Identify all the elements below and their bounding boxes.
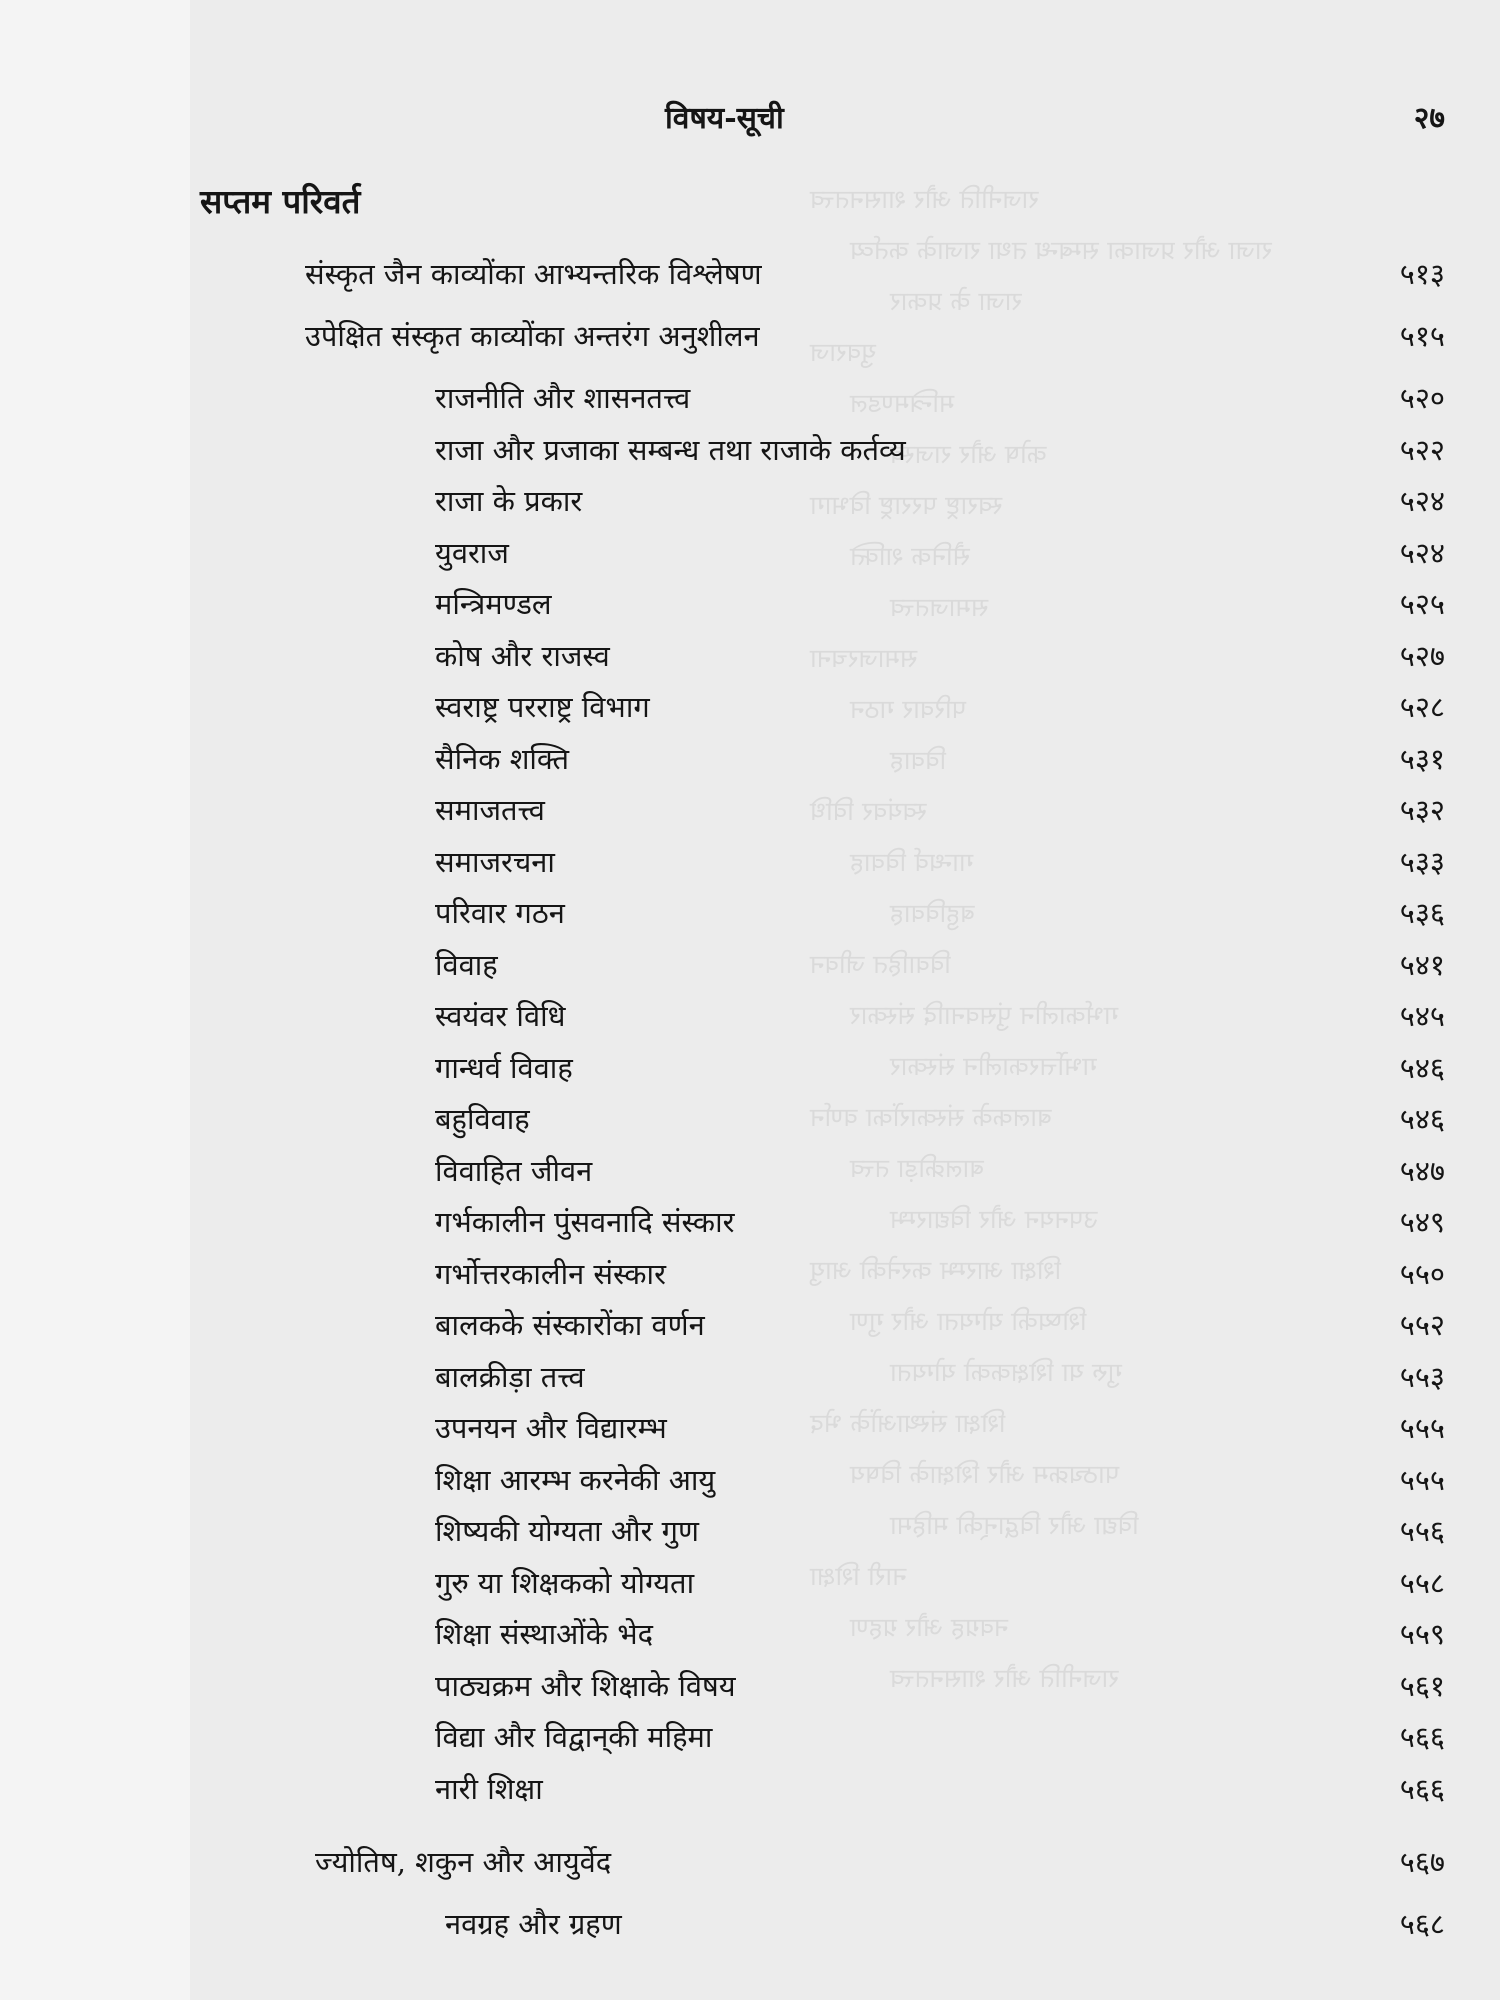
- toc-item-title: समाजतत्त्व: [435, 793, 545, 827]
- toc-section-page: ५१५: [1399, 319, 1445, 353]
- ghost-text-row: शिक्षा आरम्भ करनेकी आयु: [810, 1256, 1062, 1286]
- running-title: विषय-सूची: [665, 101, 784, 136]
- toc-item-page: ५३३: [1399, 845, 1445, 879]
- toc-item-title: विद्या और विद्वान्‌की महिमा: [435, 1720, 713, 1754]
- toc-item-title: पाठ्यक्रम और शिक्षाके विषय: [435, 1669, 736, 1703]
- toc-item-page: ५३२: [1399, 793, 1445, 827]
- toc-item-title: कोष और राजस्व: [435, 639, 610, 673]
- ghost-text-row: विवाहित जीवन: [810, 950, 951, 980]
- ghost-text-row: स्वराष्ट्र परराष्ट्र विभाग: [810, 491, 1003, 521]
- toc-item-page: ५२४: [1399, 536, 1445, 570]
- ghost-text-row: शिष्यकी योग्यता और गुण: [850, 1307, 1087, 1337]
- ghost-text-row: बालकके संस्कारोंका वर्णन: [810, 1103, 1052, 1133]
- ghost-text-row: गान्धर्व विवाह: [850, 848, 974, 878]
- toc-item-title: गान्धर्व विवाह: [435, 1051, 573, 1085]
- ghost-text-row: शिक्षा संस्थाओंके भेद: [810, 1409, 1006, 1439]
- bleed-through-shadow: [190, 0, 1500, 2000]
- toc-item-page: ५४५: [1399, 999, 1445, 1033]
- toc-item-title: नवग्रह और ग्रहण: [445, 1907, 622, 1941]
- toc-item-title: परिवार गठन: [435, 896, 565, 930]
- toc-item-page: ५२०: [1399, 381, 1445, 415]
- toc-item-page: ५३१: [1399, 742, 1445, 776]
- toc-item-page: ५६६: [1399, 1772, 1445, 1806]
- ghost-text-row: युवराज: [810, 338, 877, 368]
- ghost-text-row: मन्त्रिमण्डल: [850, 389, 955, 419]
- toc-item-page: ५६८: [1399, 1907, 1445, 1941]
- toc-item-title: स्वयंवर विधि: [435, 999, 566, 1033]
- ghost-text-row: नवग्रह और ग्रहण: [850, 1613, 1009, 1643]
- ghost-text-row: बहुविवाह: [890, 899, 975, 929]
- toc-item-page: ५५५: [1399, 1463, 1445, 1497]
- toc-item-page: ५५८: [1399, 1566, 1445, 1600]
- ghost-text-row: विद्या और विद्वान्‌की महिमा: [890, 1511, 1139, 1541]
- ghost-text-row: नारी शिक्षा: [810, 1562, 907, 1592]
- ghost-text-row: समाजतत्त्व: [890, 593, 989, 623]
- toc-item-page: ५२२: [1399, 433, 1445, 467]
- ghost-text-row: समाजरचना: [810, 644, 918, 674]
- book-page: [190, 0, 1500, 2000]
- toc-section-page: ५६७: [1399, 1845, 1445, 1879]
- ghost-text-row: सैनिक शक्ति: [850, 542, 971, 572]
- toc-item-page: ५५९: [1399, 1617, 1445, 1651]
- toc-item-page: ५४६: [1399, 1051, 1445, 1085]
- toc-item-page: ५५२: [1399, 1308, 1445, 1342]
- toc-item-title: युवराज: [435, 536, 509, 570]
- toc-item-title: विवाहित जीवन: [435, 1154, 593, 1188]
- toc-item-title: गुरु या शिक्षकको योग्यता: [435, 1566, 695, 1600]
- toc-item-title: मन्त्रिमण्डल: [435, 587, 552, 621]
- toc-item-page: ५४६: [1399, 1102, 1445, 1136]
- toc-item-title: स्वराष्ट्र परराष्ट्र विभाग: [435, 690, 650, 724]
- toc-item-page: ५२५: [1399, 587, 1445, 621]
- chapter-title: सप्तम परिवर्त: [200, 182, 361, 221]
- ghost-text-row: पाठ्यक्रम और शिक्षाके विषय: [850, 1460, 1120, 1490]
- toc-section-page: ५१३: [1399, 257, 1445, 291]
- page-number: २७: [1413, 101, 1445, 136]
- ghost-text-row: उपनयन और विद्यारम्भ: [890, 1205, 1098, 1235]
- toc-item-title: राजा के प्रकार: [435, 484, 583, 518]
- toc-item-page: ५६१: [1399, 1669, 1445, 1703]
- toc-item-title: गर्भकालीन पुंसवनादि संस्कार: [435, 1205, 735, 1239]
- ghost-text-row: परिवार गठन: [850, 695, 967, 725]
- toc-item-page: ५४१: [1399, 948, 1445, 982]
- toc-item-page: ५५३: [1399, 1360, 1445, 1394]
- toc-item-page: ५२७: [1399, 639, 1445, 673]
- toc-item-title: शिक्षा आरम्भ करनेकी आयु: [435, 1463, 716, 1497]
- toc-item-title: उपनयन और विद्यारम्भ: [435, 1411, 667, 1445]
- toc-item-title: गर्भोत्तरकालीन संस्कार: [435, 1257, 666, 1291]
- toc-item-page: ५२८: [1399, 690, 1445, 724]
- ghost-text-row: गर्भकालीन पुंसवनादि संस्कार: [850, 1001, 1119, 1031]
- ghost-text-row: गुरु या शिक्षकको योग्यता: [890, 1358, 1123, 1388]
- toc-item-title: राजनीति और शासनतत्त्व: [435, 381, 691, 415]
- toc-section-title: उपेक्षित संस्कृत काव्योंका अन्तरंग अनुशीलन: [305, 319, 760, 353]
- toc-item-title: नारी शिक्षा: [435, 1772, 543, 1806]
- toc-item-title: शिष्यकी योग्यता और गुण: [435, 1514, 699, 1548]
- toc-item-title: राजा और प्रजाका सम्बन्ध तथा राजाके कर्तव्य: [435, 433, 906, 467]
- toc-item-page: ५५०: [1399, 1257, 1445, 1291]
- ghost-text-row: राजनीति और शासनतत्त्व: [890, 1664, 1119, 1694]
- toc-item-title: बहुविवाह: [435, 1102, 530, 1136]
- toc-section-title: ज्योतिष, शकुन और आयुर्वेद: [315, 1845, 612, 1879]
- ghost-text-row: राजनीति और शासनतत्त्व: [810, 185, 1039, 215]
- ghost-text-row: स्वयंवर विधि: [810, 797, 927, 827]
- toc-item-page: ५५५: [1399, 1411, 1445, 1445]
- toc-item-page: ५२४: [1399, 484, 1445, 518]
- toc-section-title: संस्कृत जैन काव्योंका आभ्यन्तरिक विश्लेषण: [305, 257, 762, 291]
- ghost-text-row: राजा के प्रकार: [890, 287, 1023, 317]
- ghost-text-row: गर्भोत्तरकालीन संस्कार: [890, 1052, 1098, 1082]
- toc-item-page: ५३६: [1399, 896, 1445, 930]
- ghost-text-row: कोष और राजस्व: [890, 440, 1047, 470]
- toc-item-page: ५४७: [1399, 1154, 1445, 1188]
- toc-item-page: ५५६: [1399, 1514, 1445, 1548]
- toc-item-title: शिक्षा संस्थाओंके भेद: [435, 1617, 654, 1651]
- toc-item-title: बालकके संस्कारोंका वर्णन: [435, 1308, 705, 1342]
- toc-item-title: विवाह: [435, 948, 498, 982]
- toc-item-page: ५६६: [1399, 1720, 1445, 1754]
- left-page-margin: [0, 0, 190, 2000]
- ghost-text-row: राजा और प्रजाका सम्बन्ध तथा राजाके कर्तव्य: [850, 236, 1273, 266]
- toc-item-title: बालक्रीड़ा तत्त्व: [435, 1360, 585, 1394]
- toc-item-page: ५४९: [1399, 1205, 1445, 1239]
- ghost-text-row: बालक्रीड़ा तत्त्व: [850, 1154, 985, 1184]
- ghost-text-row: विवाह: [890, 746, 947, 776]
- toc-item-title: समाजरचना: [435, 845, 555, 879]
- toc-item-title: सैनिक शक्ति: [435, 742, 570, 776]
